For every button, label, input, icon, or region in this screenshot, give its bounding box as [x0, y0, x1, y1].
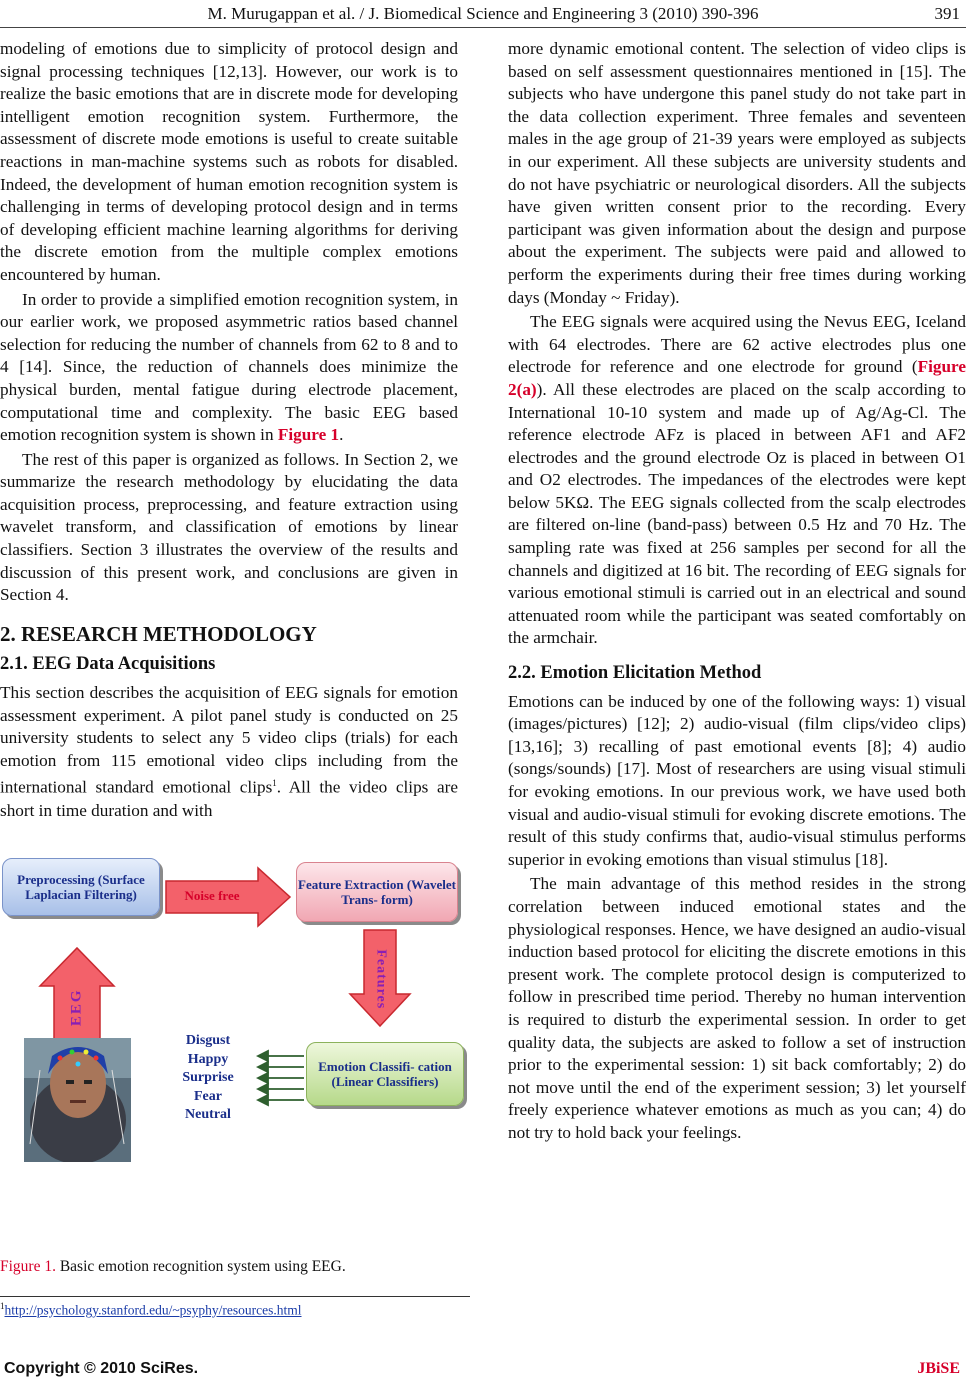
emotion-list	[168, 1032, 248, 1125]
preprocessing-box: Preprocessing (Surface Laplacian Filtering)	[2, 858, 160, 916]
page-number: 391	[934, 4, 960, 23]
footnote: $^1$http://psychology.stanford.edu/~psyphy/resources.html	[0, 1301, 302, 1318]
footnote-link[interactable]: http://psychology.stanford.edu/~psyphy/resources.html	[4, 1302, 302, 1318]
classification-box: Emotion Classifi- cation (Linear Classifiers)	[306, 1042, 464, 1106]
noise-free-label: Noise free	[184, 888, 240, 904]
emotion-disgust: Disgust	[185, 1033, 231, 1049]
journal-abbrev: JBiSE	[917, 1360, 960, 1377]
footnote-marker: 1	[272, 778, 277, 789]
paragraph: modeling of emotions due to simplicity of protocol design and signal processing techniques [12,13]. However, our work is to realize the basic emotions that are in discrete mode for developing intelligent emotion recognition system. Furthermore, the assessment of discrete mode emotions is useful to create suitable reactions in man-machine systems such as robots for disabled. Indeed, the development of human emotion recognition system is challenging in terms of developing protocol design and in terms of developing efficient machine learning algorithms for deriving the discrete emotion from the multiple complex emotions encountered by human.	[0, 39, 458, 284]
section-heading: 2. RESEARCH METHODOLOGY	[0, 621, 317, 646]
header-rule	[0, 27, 966, 28]
paragraph: more dynamic emotional content. The selection of video clips is based on self assessment questionnaires mentioned in [15]. The subjects who have undergone this panel study do not take part in the data collection experiment. Three females and seventeen males in the age group of 21-39 years were employed as subjects in our experiment. All these subjects are university students and do not have psychiatric or neurological disorders. All the subjects have given written consent prior to the recording. Every participant was given information about the design and purpose about the experiment. The subjects were paid and allowed to perform the experiments during their free times during working days (Monday ~ Friday).	[508, 39, 966, 307]
left-column	[0, 38, 458, 1162]
emotion-surprise: Surprise	[182, 1070, 234, 1086]
eeg-label: EEG	[68, 988, 85, 1027]
paragraph: In order to provide a simplified emotion recognition system, in our earlier work, we proposed asymmetric ratios based channel selection for reducing the number of channels from 62 to 8 and to 4 [14]. Since, the reduction of channels does minimize the physical burden, mental fatigue during electrode placement, computational time and complexity. The basic EEG based emotion recognition system is shown in Figure 1.	[0, 289, 458, 445]
right-column	[508, 38, 966, 1147]
figure-1-link[interactable]: Figure 1	[277, 425, 340, 445]
features-label: Features	[373, 949, 389, 1010]
paragraph: This section describes the acquisition of EEG signals for emotion assessment experiment. A pilot panel study is conducted on 25 university students to select any 5 video clips (trials) for each emotion from 115 emotional video clips including from the international standard emotional clips$^1$. All the video clips are short in time duration and with	[0, 683, 458, 820]
feature-extraction-box: Feature Extraction (Wavelet Trans- form)	[296, 862, 458, 922]
running-header	[0, 0, 966, 30]
paragraph: Emotions can be induced by one of the following ways: 1) visual (images/pictures) [12]; 2) audio-visual (film clips/video clips) [13,16]; 3) recalling of past emotional events [8]; 4) audio (songs/sounds) [17]. Most of researchers are using visual stimuli for evoking emotions. In our previous work, we have used both visual and audio-visual stimuli for evoking discrete emotions. The result of this study confirms that, audio-visual stimulus performs superior in evoking emotions than visual stimulus [18].	[508, 691, 966, 869]
paragraph: The main advantage of this method resides in the strong correlation between induced emotional states and the physiological responses. Hence, we have designed an audio-visual induction based protocol for eliciting the discrete emotions in this present work. The complete protocol design is computerized to follow in prescribed time period. Thereby no human intervention is required to disturb the experimental session. In order to get quality data, the subjects are asked to follow a set of instruction prior to the experimental session: 1) sit back comfortably; 2) do not move until the end of the experiment session; 3) let yourself freely experience whatever emotions as much as you can; 4) do not try to hold back your feelings.	[508, 874, 966, 1142]
subsection-heading: 2.1. EEG Data Acquisitions	[0, 654, 216, 675]
subject-photo	[24, 1038, 131, 1162]
paragraph: The rest of this paper is organized as follows. In Section 2, we summarize the research methodology by elucidating the data acquisition process, preprocessing, and feature extraction using wavelet transform, and classification of emotions by linear classifiers. Section 3 illustrates the overview of the results and discussion of this present work, and conclusions are given in Section 4.	[0, 449, 458, 605]
footnote-rule	[0, 1296, 470, 1297]
figure-caption: Figure 1. Basic emotion recognition system using EEG.	[0, 1258, 346, 1275]
figure-2a-link[interactable]: Figure 2(a)	[508, 357, 966, 399]
emotion-happy: Happy	[187, 1051, 229, 1067]
subsection-heading: 2.2. Emotion Elicitation Method	[508, 663, 762, 684]
figure-1-diagram	[0, 844, 466, 1162]
paragraph: The EEG signals were acquired using the Nevus EEG, Iceland with 64 electrodes. There are 62 active electrodes plus one electrode for reference and one electrode for ground (Figure 2(a)). All these electrodes are placed on the scalp according to International 10-10 system and made up of Ag/Ag-Cl. The reference electrode AFz is placed in between AF1 and AF2 electrodes and the ground electrode Oz is placed in between O1 and O2 electrodes. The impedances of the electrodes were kept below 5KΩ. The EEG signals collected from the scalp electrodes are filtered on-line (band-pass) between 0.5 Hz and 70 Hz. The sampling rate was fixed at 256 samples per second for all the channels and digitized at 16 bit. The recording of EEG signals for various emotional stimuli is carried out in an electrical and sound attenuated room while the participant was seated comfortably on the armchair.	[508, 312, 966, 648]
running-title: M. Murugappan et al. / J. Biomedical Science and Engineering 3 (2010) 390-396	[207, 4, 759, 23]
emotion-fear: Fear	[194, 1088, 222, 1104]
emotion-neutral: Neutral	[185, 1107, 231, 1123]
caption-label: Figure 1.	[0, 1258, 56, 1275]
copyright-text: Copyright © 2010 SciRes.	[4, 1360, 199, 1377]
output-arrows	[258, 1051, 304, 1105]
